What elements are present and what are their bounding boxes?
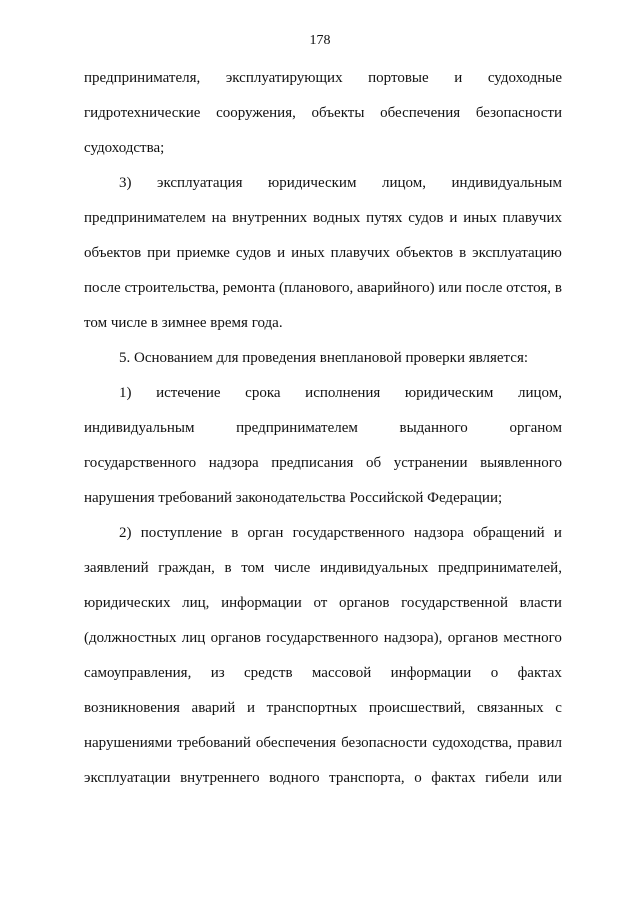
word: заявлений [84, 560, 149, 576]
word: гидротехнические [84, 105, 201, 121]
word: при [147, 245, 171, 261]
word: эксплуатации [84, 770, 171, 786]
word: выданного [399, 420, 468, 436]
word: или [538, 770, 562, 786]
word: лицом, [517, 385, 562, 401]
word: надзора [413, 525, 464, 541]
text-line [84, 418, 562, 438]
word: (планового, [279, 280, 354, 296]
word: предписания [271, 455, 354, 471]
word: с [555, 700, 562, 716]
word: в [231, 525, 239, 541]
word: срока [245, 385, 281, 401]
word: в [224, 560, 232, 576]
word: юридическим [268, 175, 357, 191]
text-line [119, 173, 562, 193]
word: или [438, 280, 462, 296]
text-line: том числе в зимнее время года. [84, 315, 283, 331]
word: органов [338, 595, 390, 611]
word: предпринимателем [236, 420, 358, 436]
word: судоходства, [432, 735, 513, 751]
word: из [210, 665, 225, 681]
word: том [241, 560, 265, 576]
word: истечение [156, 385, 221, 401]
word: гибели [485, 770, 529, 786]
word: исполнения [305, 385, 381, 401]
text-line [84, 698, 562, 718]
word: граждан, [158, 560, 215, 576]
word: (должностных [84, 630, 177, 646]
text-line [84, 768, 562, 788]
word: иных [463, 210, 497, 226]
word: обеспечения [380, 105, 461, 121]
word: лиц, [182, 595, 210, 611]
word: и [277, 245, 286, 261]
word: государственного [266, 630, 379, 646]
text-line [84, 628, 562, 648]
text-line [84, 68, 562, 88]
text-line [119, 383, 562, 403]
word: внутреннего [180, 770, 260, 786]
word: власти [519, 595, 562, 611]
word: средств [244, 665, 293, 681]
text-line [84, 663, 562, 683]
word: безопасности [475, 105, 562, 121]
word: объектов [84, 245, 142, 261]
word: эксплуатацию [472, 245, 562, 261]
word: индивидуальным [451, 175, 562, 191]
text-line [84, 243, 562, 263]
word: связанных [476, 700, 544, 716]
word: плавучих [330, 245, 390, 261]
word: 2) [119, 525, 132, 541]
word: юридических [84, 595, 171, 611]
word: надзора), [383, 630, 443, 646]
word: индивидуальных [319, 560, 429, 576]
word: отстоя, [506, 280, 552, 296]
text-line [84, 593, 562, 613]
word: орган [247, 525, 284, 541]
word: путях [366, 210, 403, 226]
word: обращений [473, 525, 545, 541]
word: водных [313, 210, 361, 226]
word: надзора [208, 455, 259, 471]
word: внутренних [232, 210, 308, 226]
text-line [84, 278, 562, 298]
word: государственного [84, 455, 197, 471]
word: иных [291, 245, 325, 261]
word: и [449, 210, 458, 226]
word: аварийного) [357, 280, 435, 296]
word: предпринимателя, [84, 70, 201, 86]
word: приемке [176, 245, 230, 261]
word: судов [235, 245, 272, 261]
word: информации [221, 595, 302, 611]
word: фактах [517, 665, 562, 681]
word: в [554, 280, 562, 296]
word: от [313, 595, 328, 611]
word: лиц [181, 630, 206, 646]
word: органов [210, 630, 261, 646]
word: поступление [140, 525, 223, 541]
word: аварий [191, 700, 236, 716]
word: числе [273, 560, 311, 576]
word: устранении [393, 455, 468, 471]
word: и [246, 700, 255, 716]
word: самоуправления, [84, 665, 192, 681]
word: транспорта, [329, 770, 405, 786]
word: судов [408, 210, 444, 226]
word: объектов [395, 245, 454, 261]
word: портовые [368, 70, 429, 86]
word: обеспечения [255, 735, 337, 751]
word: выявленного [480, 455, 562, 471]
word: и [454, 70, 463, 86]
word: 3) [119, 175, 132, 191]
text-line [84, 208, 562, 228]
text-line [84, 453, 562, 473]
word: требований [177, 735, 251, 751]
word: плавучих [502, 210, 562, 226]
word: индивидуальным [84, 420, 195, 436]
text-line [84, 558, 562, 578]
word: объекты [311, 105, 365, 121]
word: после [84, 280, 121, 296]
word: в [459, 245, 467, 261]
word: на [211, 210, 227, 226]
word: правил [517, 735, 562, 751]
word: о [414, 770, 422, 786]
word: эксплуатирующих [225, 70, 343, 86]
word: массовой [311, 665, 372, 681]
word: происшествий, [368, 700, 466, 716]
word: возникновения [84, 700, 180, 716]
word: ремонта [222, 280, 276, 296]
word: об [365, 455, 382, 471]
word: лицом, [381, 175, 426, 191]
word: о [490, 665, 499, 681]
word: эксплуатация [157, 175, 243, 191]
word: юридическим [404, 385, 494, 401]
word: сооружения, [216, 105, 296, 121]
word: местного [503, 630, 562, 646]
word: предпринимателем [84, 210, 206, 226]
word: и [553, 525, 562, 541]
text-line [84, 733, 562, 753]
word: органом [509, 420, 562, 436]
word: органов [447, 630, 499, 646]
word: нарушениями [84, 735, 173, 751]
word: информации [390, 665, 472, 681]
page-number: 178 [309, 33, 331, 48]
word: фактах [431, 770, 476, 786]
word: безопасности [341, 735, 428, 751]
word: после [465, 280, 503, 296]
word: строительства, [124, 280, 219, 296]
word: государственного [292, 525, 405, 541]
text-line: нарушения требований законодательства Российской Федерации; [84, 490, 503, 506]
word: 1) [119, 385, 132, 401]
word: предпринимателей, [437, 560, 562, 576]
word: государственной [401, 595, 508, 611]
text-line: судоходства; [84, 140, 165, 156]
text-line: 5. Основанием для проведения внеплановой проверки является: [119, 350, 529, 366]
text-line [84, 103, 562, 123]
word: судоходные [487, 70, 562, 86]
word: транспортных [266, 700, 358, 716]
word: водного [269, 770, 320, 786]
text-line [119, 523, 562, 543]
